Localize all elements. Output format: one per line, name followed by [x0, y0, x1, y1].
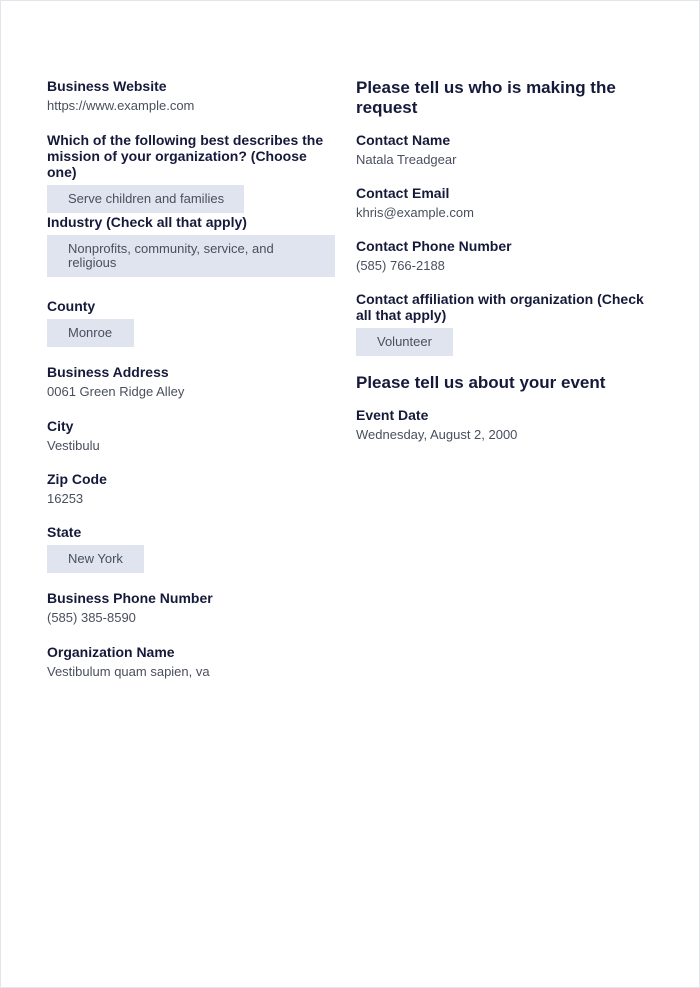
affiliation-label: Contact affiliation with organization (Check all that apply)	[356, 291, 644, 323]
organization-name-field	[47, 644, 337, 680]
business-website-field	[47, 78, 337, 114]
business-phone-label: Business Phone Number	[47, 590, 213, 606]
event-date-field	[356, 407, 661, 443]
mission-chip: Serve children and families	[47, 185, 244, 213]
mission-field	[47, 132, 337, 213]
state-field	[47, 524, 337, 573]
zip-field	[47, 471, 337, 507]
contact-phone-field	[356, 238, 661, 274]
event-section-title: Please tell us about your event	[356, 373, 606, 392]
business-address-label: Business Address	[47, 364, 169, 380]
contact-phone-value: (585) 766-2188	[356, 258, 445, 273]
affiliation-chip: Volunteer	[356, 328, 453, 356]
city-value: Vestibulu	[47, 438, 100, 453]
contact-email-value: khris@example.com	[356, 205, 474, 220]
business-address-field	[47, 364, 337, 400]
zip-value: 16253	[47, 491, 84, 506]
contact-name-value: Natala Treadgear	[356, 152, 457, 167]
city-label: City	[47, 418, 74, 434]
requester-section-title: Please tell us who is making the request	[356, 78, 616, 117]
industry-chip: Nonprofits, community, service, and religious	[47, 235, 335, 277]
industry-label: Industry (Check all that apply)	[47, 214, 247, 230]
mission-label: Which of the following best describes the mission of your organization? (Choose one)	[47, 132, 324, 180]
event-date-value: Wednesday, August 2, 2000	[356, 427, 518, 442]
state-chip: New York	[47, 545, 144, 573]
organization-name-value: Vestibulum quam sapien, va	[47, 664, 210, 679]
city-field	[47, 418, 337, 454]
organization-name-label: Organization Name	[47, 644, 175, 660]
event-date-label: Event Date	[356, 407, 429, 423]
business-website-label: Business Website	[47, 78, 167, 94]
contact-email-label: Contact Email	[356, 185, 450, 201]
business-phone-value: (585) 385-8590	[47, 610, 136, 625]
county-field	[47, 298, 337, 347]
business-website-value: https://www.example.com	[47, 98, 195, 113]
zip-label: Zip Code	[47, 471, 107, 487]
state-label: State	[47, 524, 82, 540]
contact-email-field	[356, 185, 661, 221]
contact-name-label: Contact Name	[356, 132, 451, 148]
industry-field	[47, 214, 337, 277]
county-label: County	[47, 298, 96, 314]
county-chip: Monroe	[47, 319, 134, 347]
contact-name-field	[356, 132, 661, 168]
contact-phone-label: Contact Phone Number	[356, 238, 512, 254]
business-address-value: 0061 Green Ridge Alley	[47, 384, 185, 399]
affiliation-field	[356, 291, 661, 356]
business-phone-field	[47, 590, 337, 626]
